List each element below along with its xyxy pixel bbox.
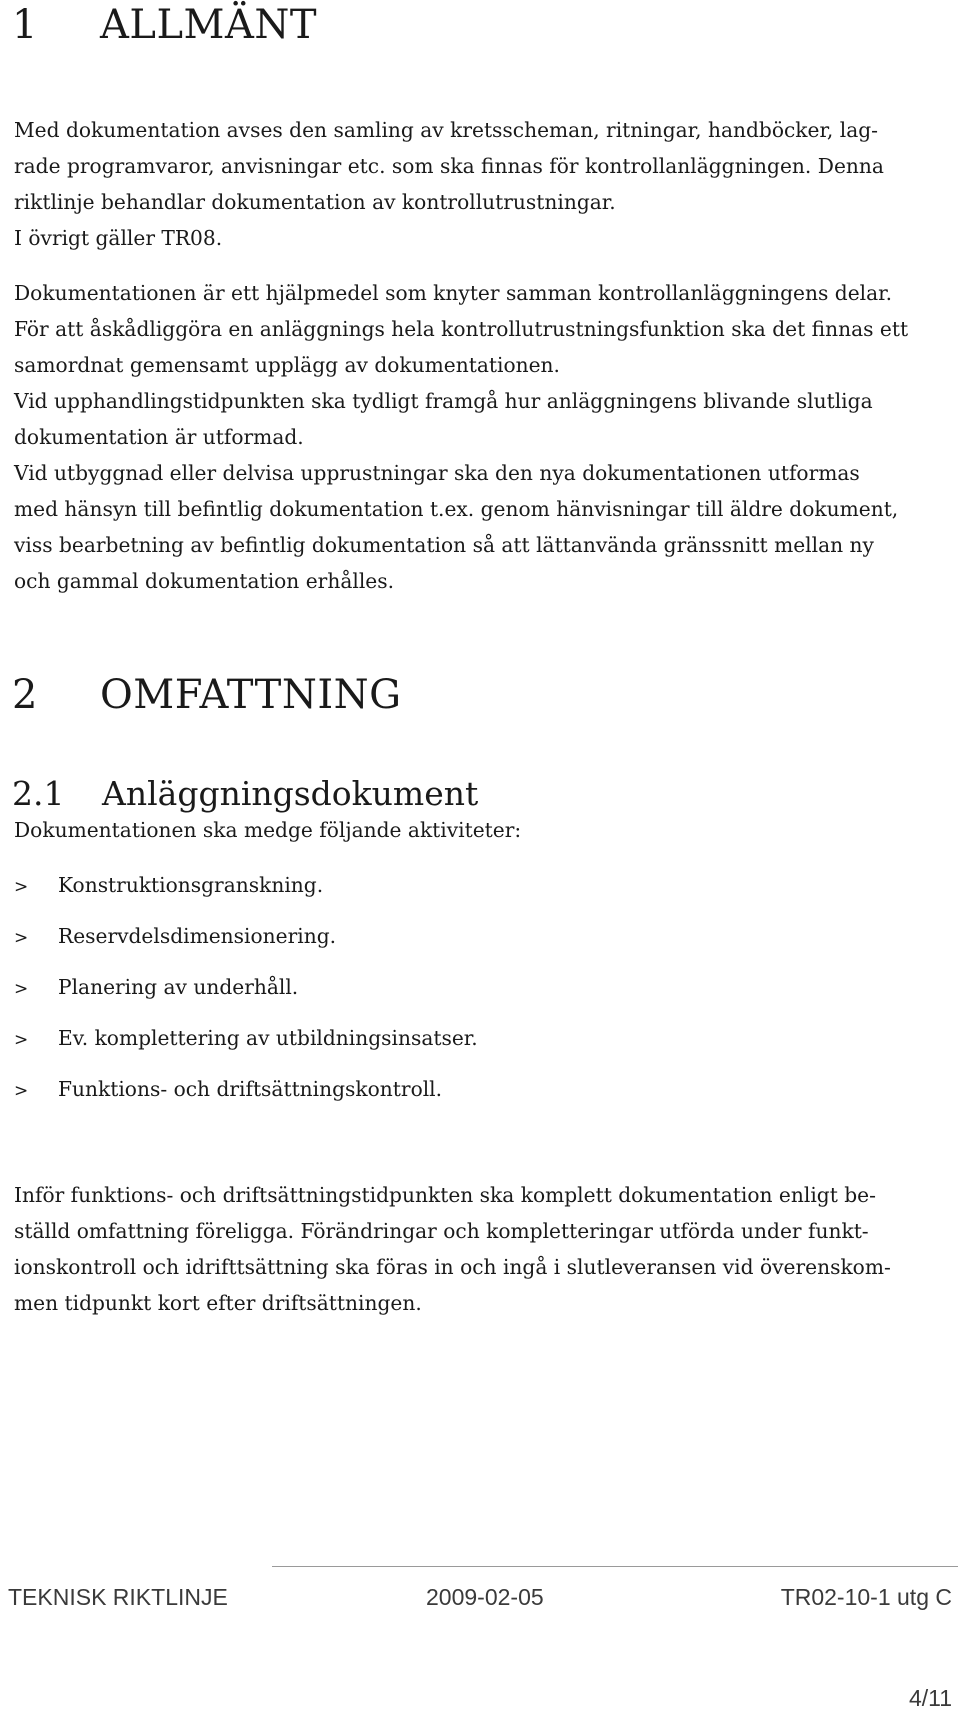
text-line: Dokumentationen ska medge följande aktiviteter:: [14, 818, 522, 842]
section-title: ALLMÄNT: [100, 2, 318, 48]
text-line: men tidpunkt kort efter driftsättningen.: [14, 1291, 422, 1315]
text-line: Inför funktions- och driftsättningstidpunkten ska komplett dokumentation enligt be-: [14, 1183, 876, 1207]
list-item-text: Reservdelsdimensionering.: [58, 924, 337, 948]
list-item: [14, 918, 478, 969]
page-number: 4/11: [908, 1685, 952, 1711]
paragraph-closing: [14, 1177, 944, 1321]
list-item-text: Ev. komplettering av utbildningsinsatser.: [58, 1026, 478, 1050]
text-line: För att åskådliggöra en anläggnings hela kontrollutrustningsfunktion ska det finnas ett: [14, 317, 909, 341]
paragraph-documentation-purpose: [14, 275, 944, 599]
list-item: [14, 969, 478, 1020]
text-line: ionskontroll och idrifttsättning ska föras in och ingå i slutleveransen vid överenskom-: [14, 1255, 891, 1279]
list-item: [14, 1071, 478, 1122]
text-line: dokumentation är utformad.: [14, 425, 304, 449]
text-line: Vid upphandlingstidpunkten ska tydligt framgå hur anläggningens blivande slutliga: [14, 389, 873, 413]
list-item-text: Funktions- och driftsättningskontroll.: [58, 1077, 443, 1101]
section-heading-allmant: [12, 2, 317, 48]
paragraph-intro: [14, 112, 944, 256]
text-line: I övrigt gäller TR08.: [14, 226, 223, 250]
footer-date: 2009-02-05: [426, 1584, 544, 1610]
activity-list: [14, 867, 478, 1122]
bullet-marker: >: [14, 877, 29, 897]
list-item-text: Konstruktionsgranskning.: [58, 873, 324, 897]
subsection-heading-anlaggningsdokument: [12, 774, 478, 813]
text-line: och gammal dokumentation erhålles.: [14, 569, 394, 593]
section-number: 2: [12, 672, 38, 718]
bullet-marker: >: [14, 979, 29, 999]
text-line: med hänsyn till befintlig dokumentation t.ex. genom hänvisningar till äldre dokument,: [14, 497, 899, 521]
section-title: OMFATTNING: [100, 672, 402, 718]
footer-divider: [272, 1566, 958, 1567]
list-item: [14, 867, 478, 918]
footer-doc-type: TEKNISK RIKTLINJE: [8, 1584, 228, 1610]
subsection-title: Anläggningsdokument: [102, 774, 479, 813]
text-line: Vid utbyggnad eller delvisa upprustningar ska den nya dokumentationen utformas: [14, 461, 860, 485]
text-line: Dokumentationen är ett hjälpmedel som knyter samman kontrollanläggningens delar.: [14, 281, 892, 305]
bullet-marker: >: [14, 1030, 29, 1050]
text-line: Med dokumentation avses den samling av kretsscheman, ritningar, handböcker, lag-: [14, 118, 878, 142]
bullet-marker: >: [14, 1081, 29, 1101]
text-line: ställd omfattning föreligga. Förändringar och kompletteringar utförda under funkt-: [14, 1219, 869, 1243]
bullet-marker: >: [14, 928, 29, 948]
text-line: viss bearbetning av befintlig dokumentation så att lättanvända gränssnitt mellan ny: [14, 533, 874, 557]
list-item: [14, 1020, 478, 1071]
subsection-number: 2.1: [12, 774, 65, 813]
section-heading-omfattning: [12, 672, 402, 718]
list-intro: [14, 812, 944, 848]
footer-doc-id: TR02-10-1 utg C: [780, 1584, 952, 1610]
text-line: rade programvaror, anvisningar etc. som ska finnas för kontrollanläggningen. Denna: [14, 154, 884, 178]
list-item-text: Planering av underhåll.: [58, 975, 299, 999]
section-number: 1: [12, 2, 38, 48]
text-line: riktlinje behandlar dokumentation av kontrollutrustningar.: [14, 190, 616, 214]
text-line: samordnat gemensamt upplägg av dokumentationen.: [14, 353, 560, 377]
